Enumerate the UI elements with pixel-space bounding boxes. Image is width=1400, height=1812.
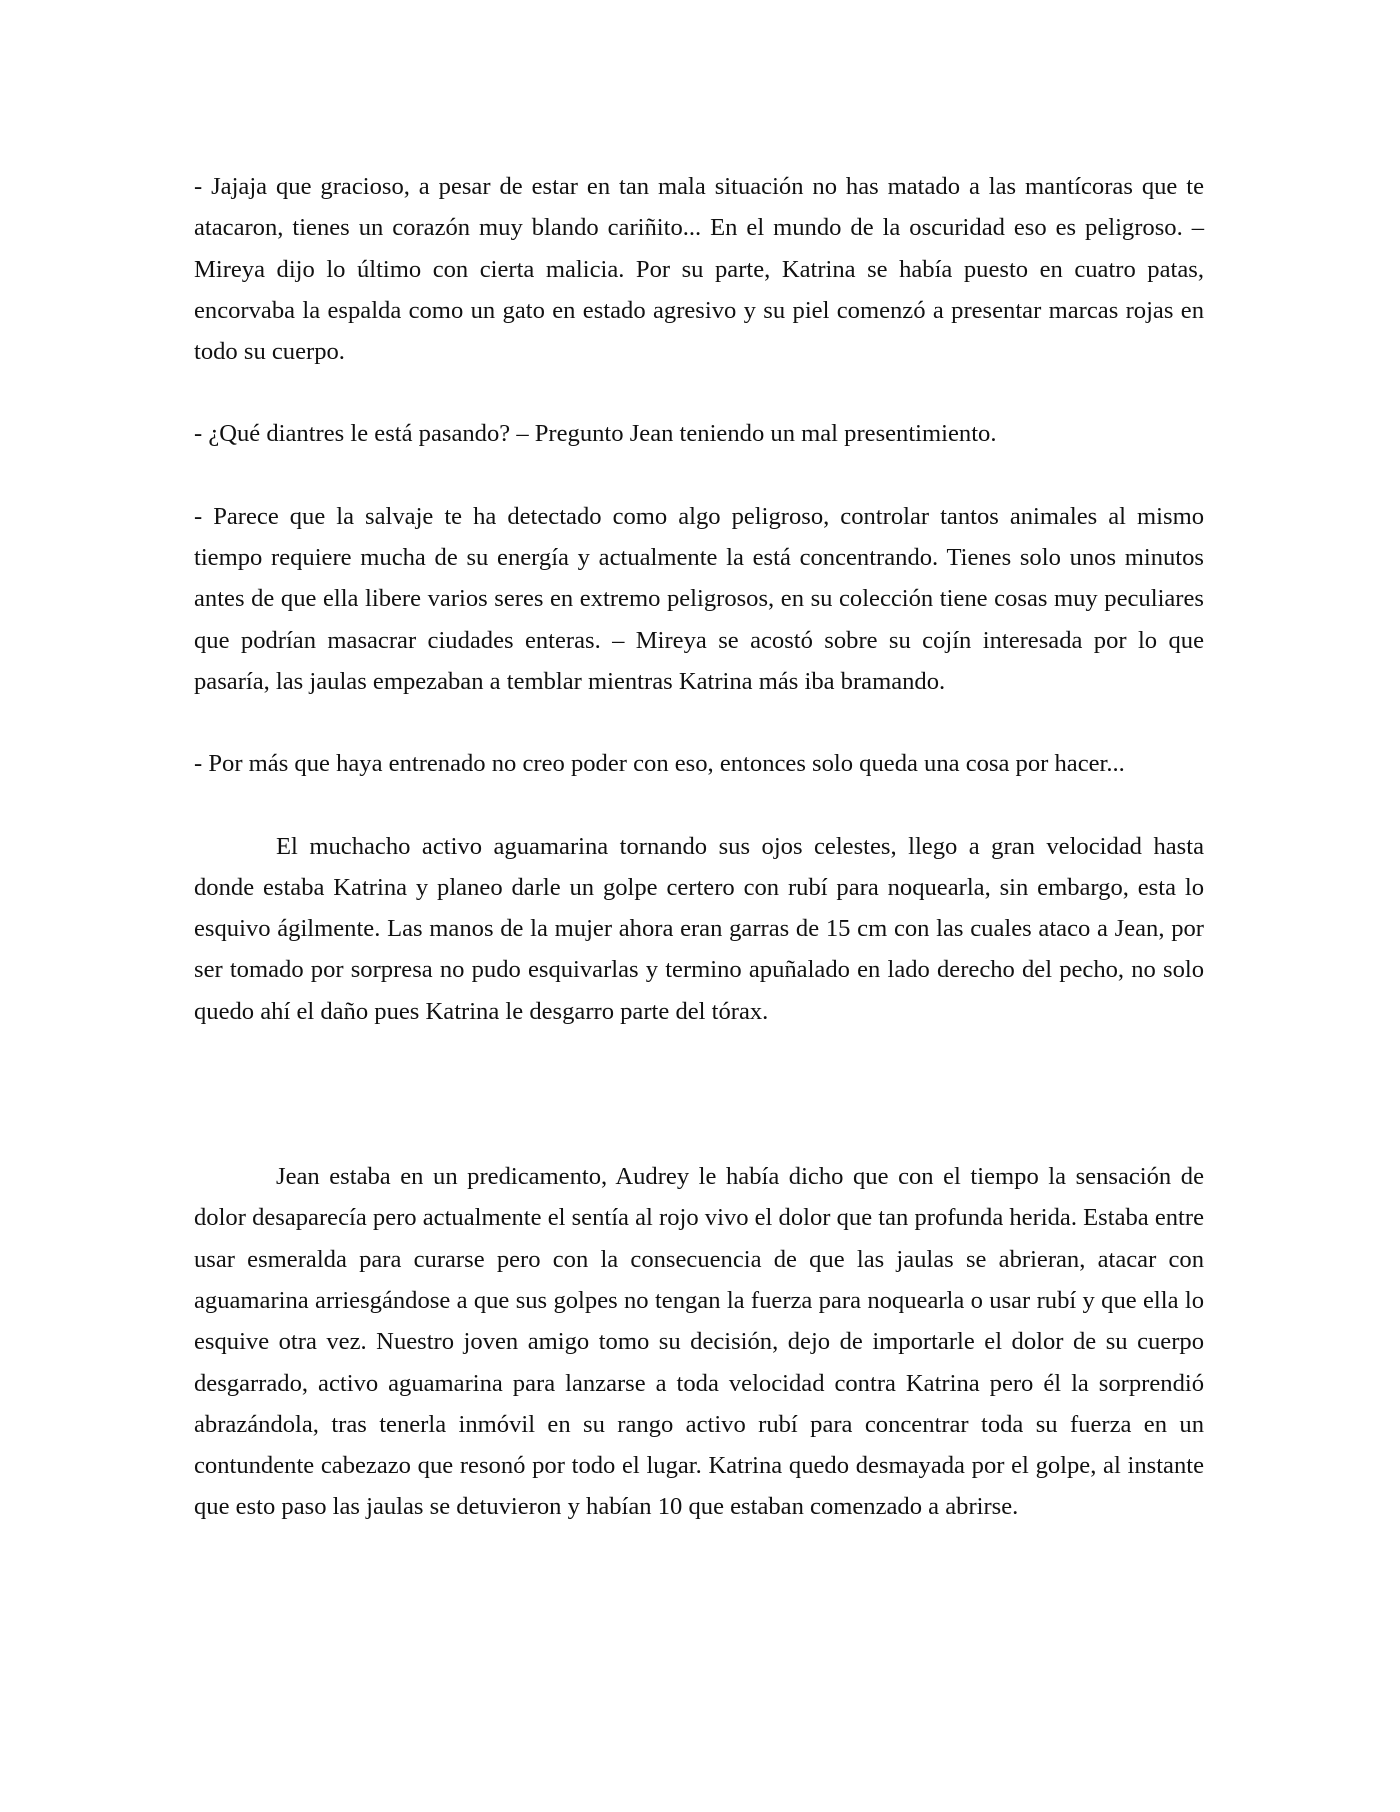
- paragraph-mireya-warning: - Parece que la salvaje te ha detectado como algo peligroso, controlar tantos animales al mismo tiempo requiere mucha de su energía y actualmente la está concentrando. Tienes solo unos minutos antes de que ella libere varios seres en extremo peligrosos, en su colección tiene cosas muy peculiares que podrían masacrar ciudades enteras. – Mireya se acostó sobre su cojín interesada por lo que pasaría, las jaulas empezaban a temblar mientras Katrina más iba bramando.: [194, 502, 1204, 695]
- paragraph-mireya-laugh: - Jajaja que gracioso, a pesar de estar en tan mala situación no has matado a las mantícoras que te atacaron, tienes un corazón muy blando cariñito... En el mundo de la oscuridad eso es peligroso. – Mireya dijo lo último con cierta malicia. Por su parte, Katrina se había puesto en cuatro patas, encorvaba la espalda como un gato en estado agresivo y su piel comenzó a presentar marcas rojas en todo su cuerpo.: [194, 173, 1204, 366]
- paragraph-jean-question: - ¿Qué diantres le está pasando? – Pregunto Jean teniendo un mal presentimiento.: [194, 420, 997, 448]
- paragraph-attack: El muchacho activo aguamarina tornando sus ojos celestes, llego a gran velocidad hasta donde estaba Katrina y planeo darle un golpe certero con rubí para noquearla, sin embargo, esta lo esquivo ágilmente. Las manos de la mujer ahora eran garras de 15 cm con las cuales ataco a Jean, por ser tomado por sorpresa no pudo esquivarlas y termino apuñalado en lado derecho del pecho, no solo quedo ahí el daño pues Katrina le desgarro parte del tórax.: [194, 832, 1204, 1025]
- paragraph-jean-decision: - Por más que haya entrenado no creo poder con eso, entonces solo queda una cosa por hacer...: [194, 750, 1125, 778]
- paragraph-predicament: Jean estaba en un predicamento, Audrey le había dicho que con el tiempo la sensación de dolor desaparecía pero actualmente el sentía al rojo vivo el dolor que tan profunda herida. Estaba entre usar esmeralda para curarse pero con la consecuencia de que las jaulas se abrieran, atacar con aguamarina arriesgándose a que sus golpes no tengan la fuerza para noquearla o usar rubí y que ella lo esquive otra vez. Nuestro joven amigo tomo su decisión, dejo de importarle el dolor de su cuerpo desgarrado, activo aguamarina para lanzarse a toda velocidad contra Katrina pero él la sorprendió abrazándola, tras tenerla inmóvil en su rango activo rubí para concentrar toda su fuerza en un contundente cabezazo que resonó por todo el lugar. Katrina quedo desmayada por el golpe, al instante que esto paso las jaulas se detuvieron y habían 10 que estaban comenzado a abrirse.: [194, 1163, 1204, 1521]
- document-page: [194, 166, 1204, 1528]
